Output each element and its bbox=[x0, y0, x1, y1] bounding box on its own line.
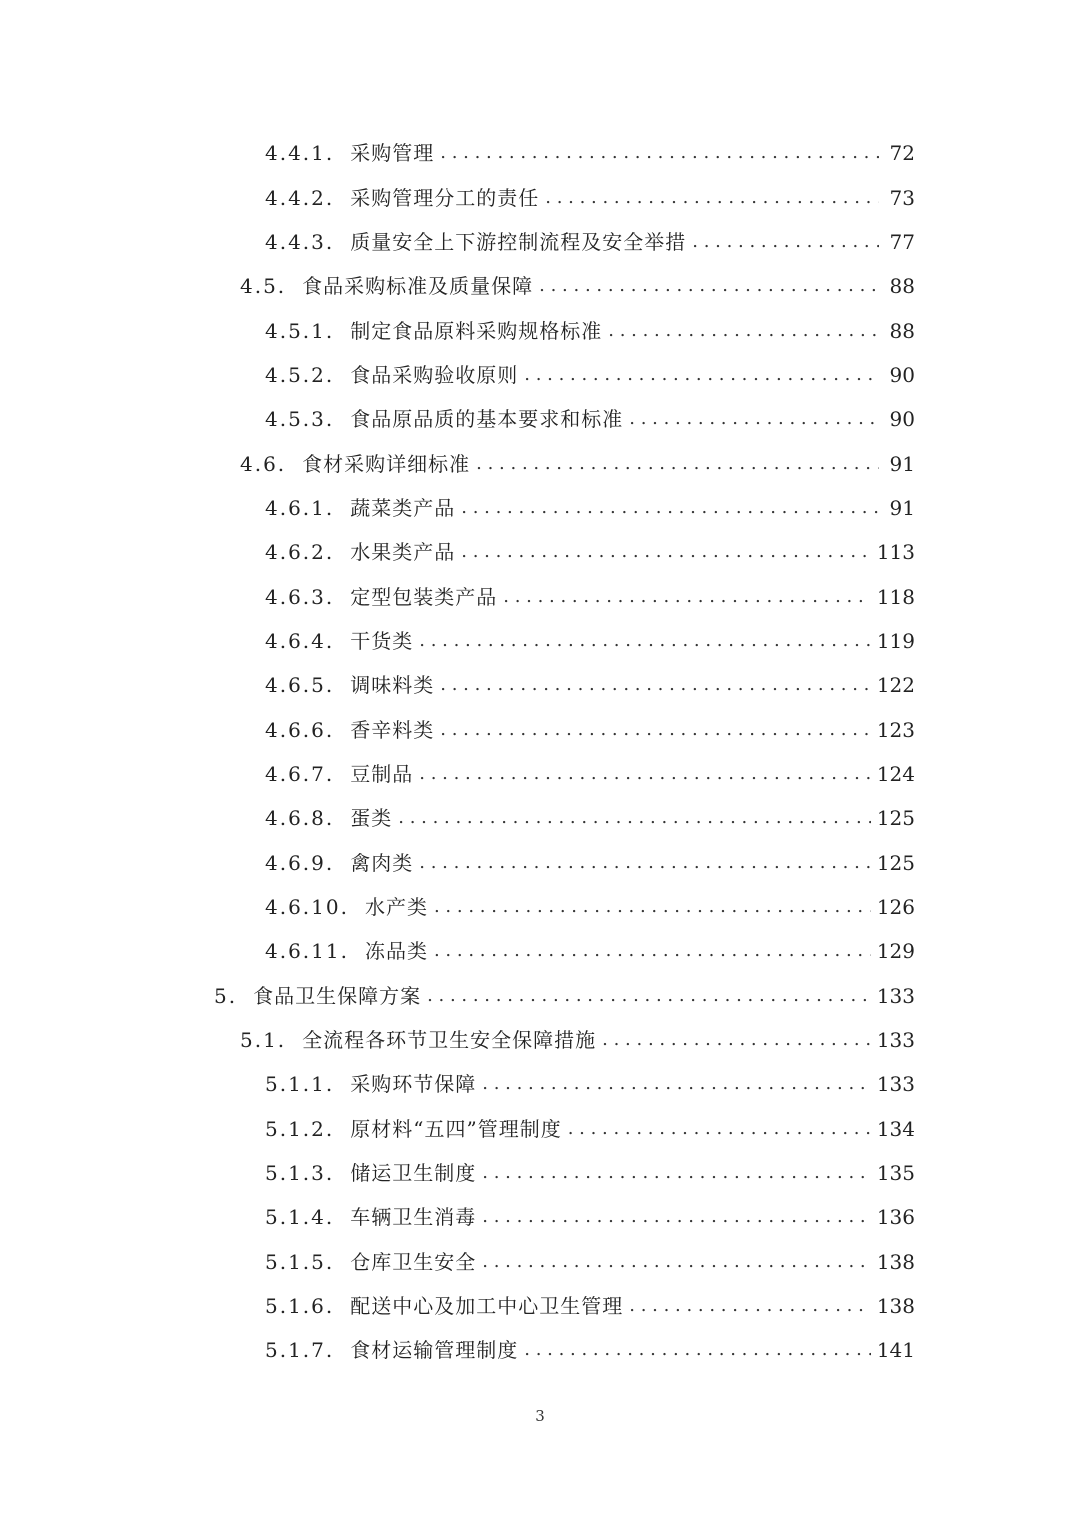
toc-entry[interactable] bbox=[0, 397, 1080, 441]
toc-entry[interactable] bbox=[0, 1151, 1080, 1195]
toc-entry[interactable] bbox=[0, 530, 1080, 574]
toc-entry-title: 水产类 bbox=[364, 895, 428, 920]
toc-entry-title: 定型包装类产品 bbox=[350, 584, 498, 609]
toc-entry-page: 141 bbox=[876, 1338, 915, 1363]
toc-entry[interactable] bbox=[0, 353, 1080, 397]
toc-entry-title: 全流程各环节卫生安全保障措施 bbox=[302, 1028, 597, 1053]
toc-entry-number: 4.6.7. bbox=[265, 761, 335, 786]
toc-entry-title: 蔬菜类产品 bbox=[350, 495, 456, 520]
toc-entry-number: 5.1.7. bbox=[265, 1338, 335, 1363]
toc-entry-title: 蛋类 bbox=[350, 806, 393, 831]
toc-dot-leader bbox=[524, 366, 879, 384]
toc-dot-leader bbox=[568, 1120, 871, 1138]
toc-dot-leader bbox=[440, 676, 871, 694]
toc-entry-page: 125 bbox=[876, 806, 915, 831]
toc-entry-title: 配送中心及加工中心卫生管理 bbox=[350, 1294, 624, 1319]
toc-dot-leader bbox=[629, 1297, 871, 1315]
toc-entry-page: 124 bbox=[876, 761, 915, 786]
toc-entry-number: 4.4.1. bbox=[265, 141, 335, 166]
toc-entry-number: 5.1.4. bbox=[265, 1205, 335, 1230]
toc-entry[interactable] bbox=[0, 1284, 1080, 1328]
toc-dot-leader bbox=[476, 455, 879, 473]
toc-dot-leader bbox=[440, 721, 871, 739]
toc-entry[interactable] bbox=[0, 796, 1080, 840]
toc-entry[interactable] bbox=[0, 974, 1080, 1018]
toc-entry-title: 冻品类 bbox=[364, 939, 428, 964]
toc-entry[interactable] bbox=[0, 663, 1080, 707]
toc-entry-page: 90 bbox=[889, 407, 915, 432]
toc-entry[interactable] bbox=[0, 1240, 1080, 1284]
toc-entry-page: 88 bbox=[889, 318, 915, 343]
toc-entry-number: 4.6. bbox=[240, 451, 287, 476]
toc-entry[interactable] bbox=[0, 752, 1080, 796]
toc-entry[interactable] bbox=[0, 1328, 1080, 1372]
toc-entry-page: 136 bbox=[876, 1205, 915, 1230]
toc-entry-page: 125 bbox=[876, 850, 915, 875]
toc-entry-title: 储运卫生制度 bbox=[350, 1161, 477, 1186]
page-number: 3 bbox=[535, 1407, 545, 1425]
toc-entry-title: 仓库卫生安全 bbox=[350, 1249, 477, 1274]
toc-entry-number: 5.1.5. bbox=[265, 1249, 335, 1274]
toc-entry-title: 香辛料类 bbox=[350, 717, 435, 742]
toc-dot-leader bbox=[419, 765, 871, 783]
toc-dot-leader bbox=[398, 809, 871, 827]
toc-entry-number: 4.6.9. bbox=[265, 850, 335, 875]
toc-entry-page: 91 bbox=[889, 451, 915, 476]
toc-entry-number: 4.5. bbox=[240, 274, 287, 299]
toc-entry[interactable] bbox=[0, 1107, 1080, 1151]
toc-entry-page: 135 bbox=[876, 1161, 915, 1186]
toc-entry-number: 4.6.11. bbox=[265, 939, 349, 964]
toc-entry[interactable] bbox=[0, 885, 1080, 929]
toc-dot-leader bbox=[461, 499, 879, 517]
toc-entry[interactable] bbox=[0, 929, 1080, 973]
toc-entry[interactable] bbox=[0, 131, 1080, 175]
toc-dot-leader bbox=[482, 1253, 871, 1271]
toc-dot-leader bbox=[482, 1208, 871, 1226]
toc-dot-leader bbox=[602, 1031, 871, 1049]
toc-entry-page: 133 bbox=[876, 983, 915, 1008]
toc-entry-title: 车辆卫生消毒 bbox=[350, 1205, 477, 1230]
toc-entry-number: 4.4.3. bbox=[265, 229, 335, 254]
toc-dot-leader bbox=[482, 1075, 871, 1093]
toc-entry-title: 食材采购详细标准 bbox=[302, 451, 471, 476]
toc-dot-leader bbox=[440, 144, 879, 162]
toc-entry-title: 食品原品质的基本要求和标准 bbox=[350, 407, 624, 432]
toc-entry-number: 4.4.2. bbox=[265, 185, 335, 210]
toc-entry-number: 4.5.1. bbox=[265, 318, 335, 343]
toc-entry-title: 干货类 bbox=[350, 628, 414, 653]
toc-dot-leader bbox=[545, 189, 879, 207]
toc-entry[interactable] bbox=[0, 441, 1080, 485]
toc-dot-leader bbox=[629, 410, 879, 428]
toc-entry-page: 73 bbox=[889, 185, 915, 210]
toc-entry[interactable] bbox=[0, 1062, 1080, 1106]
table-of-contents bbox=[0, 131, 1080, 1373]
toc-dot-leader bbox=[434, 942, 871, 960]
toc-entry-number: 4.6.10. bbox=[265, 895, 349, 920]
toc-entry-page: 138 bbox=[876, 1249, 915, 1274]
toc-dot-leader bbox=[692, 233, 879, 251]
toc-dot-leader bbox=[419, 632, 871, 650]
toc-entry-number: 4.5.2. bbox=[265, 362, 335, 387]
toc-dot-leader bbox=[503, 588, 871, 606]
toc-entry-number: 5.1.1. bbox=[265, 1072, 335, 1097]
toc-entry-page: 129 bbox=[876, 939, 915, 964]
toc-entry-page: 134 bbox=[876, 1116, 915, 1141]
toc-entry-title: 制定食品原料采购规格标准 bbox=[350, 318, 603, 343]
toc-dot-leader bbox=[427, 987, 871, 1005]
toc-entry-number: 4.6.4. bbox=[265, 628, 335, 653]
toc-entry-number: 4.5.3. bbox=[265, 407, 335, 432]
toc-dot-leader bbox=[434, 898, 871, 916]
toc-dot-leader bbox=[419, 854, 871, 872]
toc-dot-leader bbox=[539, 277, 879, 295]
toc-entry-number: 5.1. bbox=[240, 1028, 287, 1053]
toc-entry[interactable] bbox=[0, 175, 1080, 219]
toc-entry-page: 138 bbox=[876, 1294, 915, 1319]
toc-entry[interactable] bbox=[0, 841, 1080, 885]
toc-entry[interactable] bbox=[0, 619, 1080, 663]
toc-entry-number: 5.1.6. bbox=[265, 1294, 335, 1319]
toc-entry[interactable] bbox=[0, 264, 1080, 308]
toc-entry-title: 食品卫生保障方案 bbox=[253, 983, 422, 1008]
toc-entry-title: 质量安全上下游控制流程及安全举措 bbox=[350, 229, 687, 254]
toc-entry-title: 食品采购验收原则 bbox=[350, 362, 519, 387]
toc-entry[interactable] bbox=[0, 220, 1080, 264]
toc-entry-title: 原材料“五四”管理制度 bbox=[350, 1116, 562, 1141]
toc-entry-page: 88 bbox=[889, 274, 915, 299]
toc-entry-page: 133 bbox=[876, 1028, 915, 1053]
toc-entry-number: 5.1.3. bbox=[265, 1161, 335, 1186]
toc-entry-number: 4.6.5. bbox=[265, 673, 335, 698]
toc-entry[interactable] bbox=[0, 1195, 1080, 1239]
toc-entry-number: 5. bbox=[214, 983, 238, 1008]
toc-entry-number: 4.6.3. bbox=[265, 584, 335, 609]
toc-entry-page: 133 bbox=[876, 1072, 915, 1097]
toc-entry-page: 119 bbox=[876, 628, 915, 653]
toc-entry-title: 采购管理分工的责任 bbox=[350, 185, 540, 210]
toc-entry[interactable] bbox=[0, 308, 1080, 352]
toc-entry-number: 4.6.2. bbox=[265, 540, 335, 565]
toc-entry-title: 食品采购标准及质量保障 bbox=[302, 274, 534, 299]
toc-entry-page: 122 bbox=[876, 673, 915, 698]
toc-entry-page: 72 bbox=[889, 141, 915, 166]
toc-entry-page: 118 bbox=[876, 584, 915, 609]
toc-entry-title: 调味料类 bbox=[350, 673, 435, 698]
toc-entry-page: 113 bbox=[876, 540, 915, 565]
toc-entry-title: 食材运输管理制度 bbox=[350, 1338, 519, 1363]
toc-entry-title: 采购环节保障 bbox=[350, 1072, 477, 1097]
toc-entry[interactable] bbox=[0, 486, 1080, 530]
toc-entry-title: 水果类产品 bbox=[350, 540, 456, 565]
toc-entry-number: 5.1.2. bbox=[265, 1116, 335, 1141]
toc-entry[interactable] bbox=[0, 1018, 1080, 1062]
toc-entry-page: 123 bbox=[876, 717, 915, 742]
toc-entry[interactable] bbox=[0, 707, 1080, 751]
toc-dot-leader bbox=[608, 322, 879, 340]
toc-entry-page: 126 bbox=[876, 895, 915, 920]
toc-entry-number: 4.6.8. bbox=[265, 806, 335, 831]
toc-dot-leader bbox=[482, 1164, 871, 1182]
toc-entry-page: 90 bbox=[889, 362, 915, 387]
toc-dot-leader bbox=[524, 1341, 871, 1359]
toc-entry-number: 4.6.1. bbox=[265, 495, 335, 520]
toc-entry-number: 4.6.6. bbox=[265, 717, 335, 742]
toc-entry-page: 91 bbox=[889, 495, 915, 520]
toc-entry-title: 采购管理 bbox=[350, 141, 435, 166]
toc-entry-title: 禽肉类 bbox=[350, 850, 414, 875]
toc-dot-leader bbox=[461, 543, 871, 561]
toc-entry-page: 77 bbox=[889, 229, 915, 254]
toc-entry[interactable] bbox=[0, 574, 1080, 618]
toc-entry-title: 豆制品 bbox=[350, 761, 414, 786]
